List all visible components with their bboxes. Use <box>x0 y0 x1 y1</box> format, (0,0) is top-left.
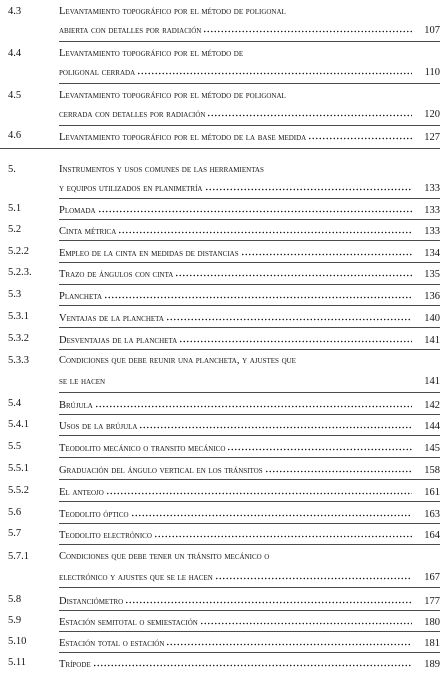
separator-rule <box>59 414 440 415</box>
entry-title: Desventajas de la plancheta <box>59 335 178 346</box>
page-number: 167 <box>424 572 440 583</box>
entry-title: Teodolito electrónico <box>59 530 152 541</box>
entry-number: 5.6 <box>8 507 22 518</box>
page-number: 158 <box>424 465 440 476</box>
toc-entry <box>0 654 443 671</box>
dot-leader <box>166 308 412 321</box>
toc-entry <box>0 548 443 584</box>
page-number: 189 <box>424 659 440 670</box>
entry-title: Instrumentos y usos comunes de las herramientas <box>59 164 264 175</box>
separator-rule <box>59 240 440 241</box>
entry-number: 5.3.1 <box>8 311 29 322</box>
entry-title: poligonal cerrada <box>59 67 136 78</box>
page-number: 180 <box>424 617 440 628</box>
toc-entry <box>0 352 443 390</box>
separator-rule <box>59 262 440 263</box>
entry-title: El anteojo <box>59 487 104 498</box>
page-number: 141 <box>424 335 440 346</box>
dot-leader <box>118 221 412 234</box>
page-number: 133 <box>424 205 440 216</box>
toc-entry <box>0 633 443 650</box>
toc-entry <box>0 200 443 217</box>
entry-title: Levantamiento topográfico por el método de poligonal <box>59 90 286 101</box>
separator-rule <box>0 148 440 149</box>
dot-leader <box>227 438 412 451</box>
toc-entry <box>0 243 443 260</box>
entry-number: 5.3.3 <box>8 355 29 366</box>
toc-entry <box>0 87 443 121</box>
separator-rule <box>59 327 440 328</box>
page-number: 141 <box>424 376 440 387</box>
toc-entry <box>0 504 443 521</box>
page-number: 145 <box>424 443 440 454</box>
page-number: 144 <box>424 421 440 432</box>
entry-number: 5.5 <box>8 441 22 452</box>
separator-rule <box>59 284 440 285</box>
separator-rule <box>59 523 440 524</box>
page-number: 127 <box>424 132 440 143</box>
entry-number: 4.3 <box>8 6 22 17</box>
dot-leader <box>93 654 412 667</box>
dot-leader <box>241 243 412 256</box>
dot-leader <box>200 612 412 625</box>
entry-title: Estación total o estación <box>59 638 165 649</box>
entry-number: 5.1 <box>8 203 22 214</box>
toc-entry <box>0 395 443 412</box>
toc-entry <box>0 264 443 281</box>
page-number: 181 <box>424 638 440 649</box>
page-number: 133 <box>424 183 440 194</box>
entry-number: 5. <box>8 164 16 175</box>
dot-leader <box>203 20 412 33</box>
toc-entry <box>0 161 443 195</box>
dot-leader <box>104 286 412 299</box>
toc-entry <box>0 438 443 455</box>
dot-leader <box>154 525 412 538</box>
entry-title: Ventajas de la plancheta <box>59 313 164 324</box>
entry-number: 5.5.2 <box>8 485 29 496</box>
page-number: 140 <box>424 313 440 324</box>
page-number: 107 <box>424 25 440 36</box>
entry-number: 5.5.1 <box>8 463 29 474</box>
separator-rule <box>59 610 440 611</box>
page-number: 110 <box>424 67 440 78</box>
entry-number: 4.5 <box>8 90 22 101</box>
separator-rule <box>59 631 440 632</box>
separator-rule <box>59 457 440 458</box>
separator-rule <box>59 479 440 480</box>
separator-rule <box>59 544 440 545</box>
toc-entry <box>0 221 443 238</box>
page-number: 136 <box>424 291 440 302</box>
dot-leader <box>125 591 412 604</box>
entry-title: Teodolito mecánico o transito mecánico <box>59 443 226 454</box>
page-number: 135 <box>424 269 440 280</box>
page-number: 120 <box>424 109 440 120</box>
entry-title: cerrada con detalles por radiación <box>59 109 206 120</box>
entry-number: 5.11 <box>8 657 26 668</box>
entry-title: Plancheta <box>59 291 102 302</box>
entry-number: 4.6 <box>8 130 22 141</box>
entry-number: 5.2.3. <box>8 267 32 278</box>
entry-title: Plomada <box>59 205 96 216</box>
dot-leader <box>98 200 412 213</box>
entry-number: 5.7.1 <box>8 551 29 562</box>
toc-entry <box>0 127 443 144</box>
entry-title: y equipos utilizados en planimetría <box>59 183 203 194</box>
page-number: 134 <box>424 248 440 259</box>
dot-leader <box>215 567 412 580</box>
toc-entry <box>0 612 443 629</box>
entry-title: Levantamiento topográfico por el método de poligonal <box>59 6 286 17</box>
entry-title: Condiciones que debe reunir una plancheta, y ajustes que <box>59 355 296 366</box>
entry-title: Levantamiento topográfico por el método de la base medida <box>59 132 307 143</box>
entry-title: Brújula <box>59 400 93 411</box>
toc-entry <box>0 286 443 303</box>
separator-rule <box>59 219 440 220</box>
separator-rule <box>59 83 440 84</box>
dot-leader <box>166 633 412 646</box>
entry-title: Trazo de ángulos con cinta <box>59 269 174 280</box>
separator-rule <box>59 198 440 199</box>
page-number: 164 <box>424 530 440 541</box>
dot-leader <box>179 330 412 343</box>
entry-number: 5.4.1 <box>8 419 29 430</box>
separator-rule <box>59 501 440 502</box>
dot-leader <box>308 127 412 140</box>
entry-number: 5.3.2 <box>8 333 29 344</box>
entry-number: 5.8 <box>8 594 22 605</box>
entry-number: 5.2.2 <box>8 246 29 257</box>
separator-rule <box>59 587 440 588</box>
dot-leader <box>95 395 412 408</box>
entry-number: 5.10 <box>8 636 27 647</box>
page-number: 177 <box>424 596 440 607</box>
entry-title: Cinta métrica <box>59 226 117 237</box>
page-number: 161 <box>424 487 440 498</box>
entry-title: Teodolito óptico <box>59 509 129 520</box>
separator-rule <box>59 125 440 126</box>
entry-title: Empleo de la cinta en medidas de distancias <box>59 248 239 259</box>
toc-entry <box>0 330 443 347</box>
toc-entry <box>0 525 443 542</box>
separator-rule <box>59 349 440 350</box>
toc-entry <box>0 45 443 79</box>
entry-title: Distanciómetro <box>59 596 124 607</box>
entry-number: 4.4 <box>8 48 22 59</box>
toc-entry <box>0 591 443 608</box>
entry-number: 5.3 <box>8 289 22 300</box>
dot-leader <box>106 482 412 495</box>
toc-entry <box>0 482 443 499</box>
dot-leader <box>175 264 412 277</box>
separator-rule <box>59 41 440 42</box>
entry-title: Levantamiento topográfico por el método de <box>59 48 244 59</box>
dot-leader <box>139 416 412 429</box>
entry-title: Graduación del ángulo vertical en los tránsitos <box>59 465 263 476</box>
separator-rule <box>59 435 440 436</box>
entry-title: se le hacen <box>59 376 106 387</box>
separator-rule <box>59 305 440 306</box>
separator-rule <box>59 652 440 653</box>
entry-number: 5.2 <box>8 224 22 235</box>
dot-leader <box>137 62 412 75</box>
page-number: 133 <box>424 226 440 237</box>
entry-title: electrónico y ajustes que se le hacen <box>59 572 213 583</box>
toc-entry <box>0 308 443 325</box>
entry-title: Estación semitotal o semiestación <box>59 617 198 628</box>
entry-title: Usos de la brújula <box>59 421 138 432</box>
page-number: 142 <box>424 400 440 411</box>
entry-title: abierta con detalles por radiación <box>59 25 202 36</box>
entry-number: 5.4 <box>8 398 22 409</box>
entry-number: 5.7 <box>8 528 22 539</box>
entry-number: 5.9 <box>8 615 22 626</box>
entry-title: Condiciones que debe tener un tránsito mecánico o <box>59 551 270 562</box>
toc-entry <box>0 460 443 477</box>
toc-entry <box>0 3 443 37</box>
separator-rule <box>59 392 440 393</box>
entry-title: Trípode <box>59 659 91 670</box>
dot-leader <box>205 178 413 191</box>
dot-leader <box>265 460 412 473</box>
dot-leader <box>207 104 412 117</box>
toc-entry <box>0 416 443 433</box>
page-number: 163 <box>424 509 440 520</box>
dot-leader <box>131 504 412 517</box>
